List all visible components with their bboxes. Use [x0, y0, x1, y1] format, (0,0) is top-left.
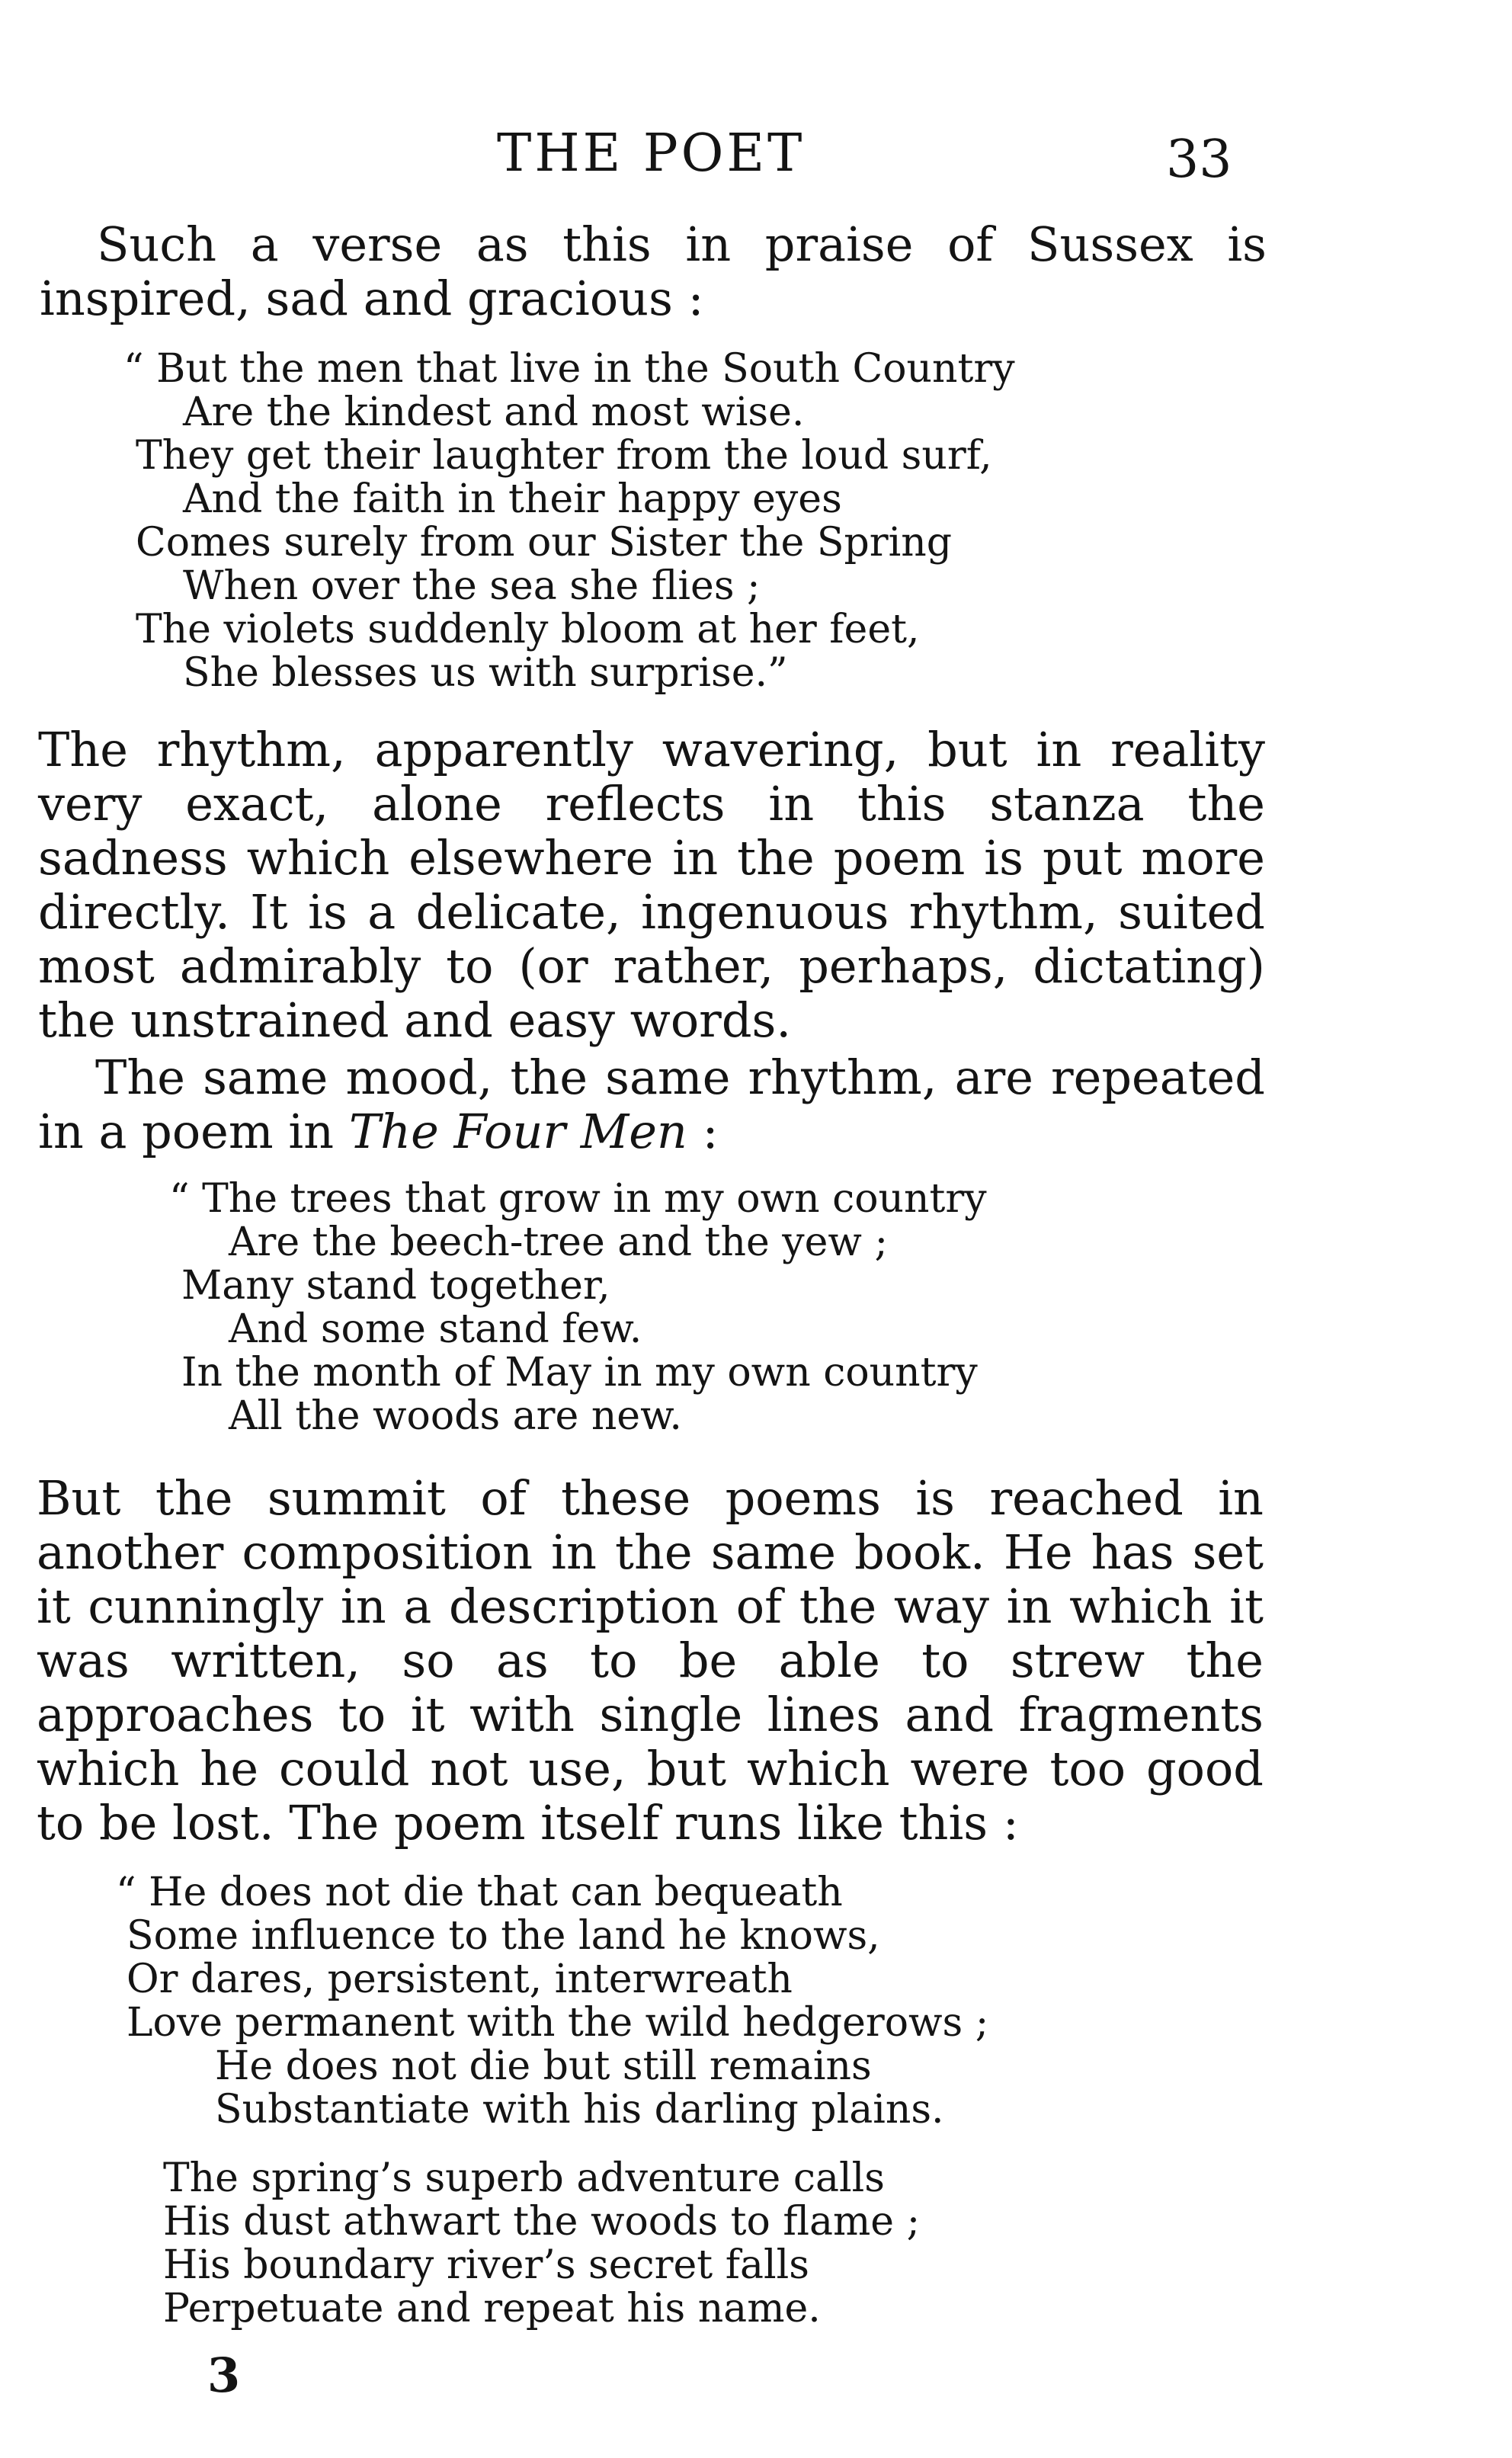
verse-line: And some stand few.: [229, 1306, 642, 1352]
running-title: THE POET: [497, 123, 806, 184]
verse-line: All the woods are new.: [229, 1393, 682, 1439]
verse-line: Substantiate with his darling plains.: [215, 2087, 944, 2133]
paragraph-intro: [40, 217, 1267, 325]
verse-line: Are the kindest and most wise.: [183, 389, 805, 435]
verse-line: “ He does not die that can bequeath: [116, 1870, 843, 1915]
verse-springs-adventure: [163, 2157, 920, 2331]
paragraph-same-mood-tail: :: [687, 1104, 719, 1159]
verse-line: Some influence to the land he knows,: [127, 1913, 880, 1959]
verse-line: And the faith in their happy eyes: [183, 476, 842, 522]
verse-line: Comes surely from our Sister the Spring: [136, 520, 953, 566]
verse-line: His dust athwart the woods to flame ;: [163, 2199, 921, 2245]
verse-trees: [169, 1176, 987, 1439]
verse-line: They get their laughter from the loud surf,: [136, 433, 992, 479]
page-number: 33: [1166, 130, 1232, 190]
paragraph-rhythm-text: The rhythm, apparently wavering, but in reality very exact, alone reflects in this stanza the sadness which elsewhere in the poem is put more directly. It is a delicate, ingenuous rhythm, suited most admirably to (or rather, perhaps, dictating) the unstrained and easy words.: [38, 722, 1265, 1048]
verse-line: Or dares, persistent, interwreath: [127, 1956, 793, 2002]
verse-line: When over the sea she flies ;: [183, 563, 761, 609]
verse-line: “ The trees that grow in my own country: [169, 1176, 987, 1222]
book-title: The Four Men: [348, 1104, 687, 1159]
verse-line: “ But the men that live in the South Country: [123, 346, 1015, 392]
verse-line: Are the beech-tree and the yew ;: [229, 1219, 888, 1265]
paragraph-rhythm: [38, 723, 1265, 1047]
verse-line: The violets suddenly bloom at her feet,: [136, 607, 920, 652]
running-head: [0, 123, 1512, 190]
paragraph-same-mood-lead: The same mood, the same rhythm, are repeated in a poem in: [38, 1050, 1265, 1159]
signature-mark: 3: [207, 2347, 241, 2403]
verse-line: The spring’s superb adventure calls: [163, 2155, 885, 2201]
verse-south-country: [123, 346, 1015, 696]
paragraph-summit: [37, 1471, 1264, 1850]
paragraph-summit-text: But the summit of these poems is reached in another composition in the same book. He has set it cunningly in a description of the way in which it was written, so as to be able to strew the approaches to it with single lines and fragments which he could not use, but which were too good to be lost. The poem itself runs like this :: [37, 1470, 1264, 1851]
paragraph-same-mood-text: [38, 1050, 1265, 1158]
verse-line: In the month of May in my own country: [181, 1350, 978, 1396]
verse-he-does-not-die: [116, 1870, 989, 2133]
paragraph-same-mood: [38, 1050, 1265, 1158]
verse-line: Love permanent with the wild hedgerows ;: [127, 2000, 989, 2046]
verse-line: He does not die but still remains: [215, 2043, 872, 2089]
paragraph-intro-text: Such a verse as this in praise of Sussex is inspired, sad and gracious :: [40, 216, 1267, 326]
verse-line: She blesses us with surprise.”: [183, 650, 788, 696]
verse-line: His boundary river’s secret falls: [163, 2242, 809, 2288]
verse-line: Many stand together,: [181, 1263, 610, 1309]
verse-line: Perpetuate and repeat his name.: [163, 2286, 821, 2331]
